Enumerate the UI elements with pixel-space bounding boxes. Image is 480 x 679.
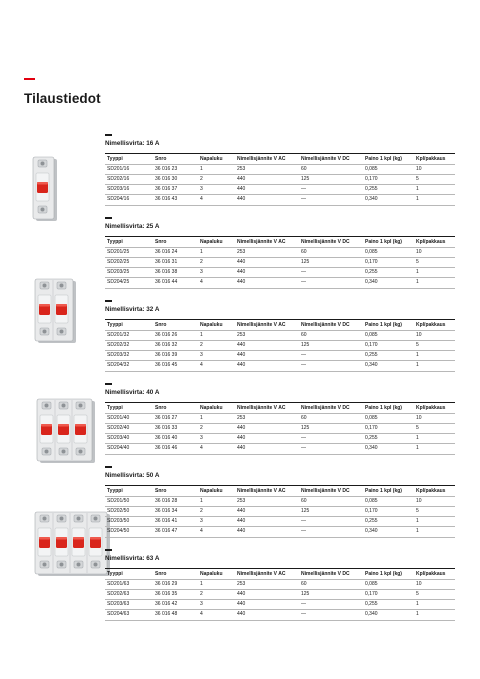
table-cell: 1 [414,185,455,195]
table-cell: 36 016 31 [153,257,198,267]
table-cell: 1 [414,444,455,454]
table-cell: 253 [235,164,299,174]
table-cell: 440 [235,517,299,527]
table-cell: 2 [198,257,235,267]
table-cell: SD202/32 [105,340,153,350]
section-dash [105,383,112,385]
table-row [105,361,455,371]
column-header: Nimellisjännite V DC [301,321,350,328]
column-header: Tyyppi [107,155,123,162]
table-cell: 440 [235,361,299,371]
table-cell: 4 [198,610,235,620]
table-cell: 125 [299,423,363,433]
table-cell: SD204/63 [105,610,153,620]
table-cell: 253 [235,247,299,257]
column-header: Kpl/pakkaus [416,404,446,411]
table-cell: 0,085 [363,413,414,423]
column-header: Napaluku [200,487,223,494]
table-cell: 440 [235,610,299,620]
switch-illustration [33,277,77,345]
table-cell: 2 [198,589,235,599]
table-cell: 0,170 [363,506,414,516]
table-cell: 1 [198,247,235,257]
section-title: Nimellisvirta: 16 A [105,139,160,147]
table-cell: SD201/32 [105,330,153,340]
section-title: Nimellisvirta: 32 A [105,305,160,313]
table-header-row [105,236,455,247]
table-cell: 36 016 23 [153,164,198,174]
table-row [105,527,455,537]
table-header-row [105,402,455,413]
table-row [105,247,455,257]
table-header-row [105,568,455,579]
table-cell: 440 [235,600,299,610]
column-header: Nimellisjännite V DC [301,487,350,494]
section-dash [105,134,112,136]
table-cell: 36 016 37 [153,185,198,195]
section-title: Nimellisvirta: 63 A [105,554,160,562]
column-header: Kpl/pakkaus [416,321,446,328]
table-cell: — [299,434,363,444]
column-header: Napaluku [200,238,223,245]
table-cell: 36 016 39 [153,351,198,361]
table-cell: 253 [235,579,299,589]
table-cell: SD203/25 [105,268,153,278]
table-cell: 0,170 [363,340,414,350]
table-cell: — [299,195,363,205]
column-header: Paino 1 kpl (kg) [365,570,402,577]
table-cell: — [299,444,363,454]
table-cell: 0,085 [363,330,414,340]
column-header: Tyyppi [107,238,123,245]
table-cell: 440 [235,185,299,195]
table-cell: — [299,517,363,527]
table-cell: 1 [414,517,455,527]
table-cell: SD202/63 [105,589,153,599]
column-header: Tyyppi [107,404,123,411]
table-row [105,434,455,444]
table-cell: 60 [299,413,363,423]
column-header: Nimellisjännite V AC [237,238,286,245]
table-row [105,423,455,433]
column-header: Kpl/pakkaus [416,155,446,162]
table-cell: 5 [414,257,455,267]
column-header: Kpl/pakkaus [416,487,446,494]
table-cell: 36 016 47 [153,527,198,537]
table-cell: SD203/32 [105,351,153,361]
table-cell: 36 016 28 [153,496,198,506]
table-cell: SD201/63 [105,579,153,589]
table-cell: 36 016 38 [153,268,198,278]
switch-illustration [35,397,96,465]
column-header: Napaluku [200,155,223,162]
table-cell: SD203/50 [105,517,153,527]
table-cell: — [299,600,363,610]
table-cell: SD204/16 [105,195,153,205]
table-cell: 125 [299,506,363,516]
table-cell: — [299,268,363,278]
table-cell: SD201/25 [105,247,153,257]
table-cell: SD204/50 [105,527,153,537]
column-header: Nimellisjännite V DC [301,570,350,577]
order-table [105,402,455,455]
table-cell: 3 [198,268,235,278]
table-row [105,268,455,278]
table-cell: — [299,361,363,371]
table-cell: — [299,351,363,361]
column-header: Tyyppi [107,321,123,328]
table-cell: 1 [414,600,455,610]
table-cell: 440 [235,340,299,350]
column-header: Nimellisjännite V DC [301,238,350,245]
column-header: Paino 1 kpl (kg) [365,238,402,245]
table-cell: SD201/40 [105,413,153,423]
order-table [105,485,455,538]
table-cell: 0,085 [363,247,414,257]
table-cell: — [299,185,363,195]
order-table [105,153,455,206]
table-cell: SD203/16 [105,185,153,195]
table-cell: 0,085 [363,579,414,589]
section-0 [105,134,455,206]
column-header: Snro [155,404,167,411]
section-dash [105,300,112,302]
column-header: Paino 1 kpl (kg) [365,404,402,411]
table-cell: 0,255 [363,185,414,195]
column-header: Paino 1 kpl (kg) [365,155,402,162]
column-header: Snro [155,487,167,494]
table-cell: 440 [235,257,299,267]
table-cell: 1 [414,527,455,537]
table-row [105,413,455,423]
table-cell: 253 [235,413,299,423]
column-header: Nimellisjännite V AC [237,570,286,577]
table-cell: 2 [198,423,235,433]
table-cell: 1 [414,195,455,205]
table-cell: 36 016 32 [153,340,198,350]
order-table [105,568,455,621]
table-cell: 60 [299,579,363,589]
table-cell: 60 [299,496,363,506]
table-cell: 2 [198,340,235,350]
table-cell: 0,255 [363,517,414,527]
column-header: Kpl/pakkaus [416,238,446,245]
column-header: Napaluku [200,404,223,411]
table-cell: 36 016 27 [153,413,198,423]
table-row [105,444,455,454]
table-cell: 1 [414,268,455,278]
table-cell: 36 016 34 [153,506,198,516]
table-cell: 0,170 [363,174,414,184]
column-header: Nimellisjännite V AC [237,321,286,328]
table-cell: 36 016 33 [153,423,198,433]
table-cell: 440 [235,589,299,599]
table-cell: 5 [414,423,455,433]
column-header: Tyyppi [107,487,123,494]
table-cell: 0,085 [363,496,414,506]
table-row [105,164,455,174]
table-cell: 2 [198,174,235,184]
column-header: Paino 1 kpl (kg) [365,321,402,328]
table-cell: 36 016 44 [153,278,198,288]
section-2 [105,300,455,372]
table-cell: 0,340 [363,361,414,371]
table-row [105,517,455,527]
table-row [105,278,455,288]
table-cell: 440 [235,444,299,454]
table-cell: 10 [414,579,455,589]
table-cell: SD204/25 [105,278,153,288]
table-cell: — [299,527,363,537]
table-cell: 440 [235,351,299,361]
table-cell: 1 [198,330,235,340]
table-cell: SD202/25 [105,257,153,267]
table-cell: 1 [414,434,455,444]
table-cell: 440 [235,506,299,516]
table-row [105,195,455,205]
table-row [105,506,455,516]
table-cell: 60 [299,247,363,257]
table-cell: 253 [235,496,299,506]
table-cell: 36 016 24 [153,247,198,257]
section-title: Nimellisvirta: 25 A [105,222,160,230]
table-cell: 3 [198,351,235,361]
page-title: Tilaustiedot [24,91,101,106]
column-header: Napaluku [200,570,223,577]
table-cell: 0,340 [363,527,414,537]
table-cell: — [299,278,363,288]
table-header-row [105,319,455,330]
section-1 [105,217,455,289]
table-cell: 253 [235,330,299,340]
table-cell: SD203/63 [105,600,153,610]
table-cell: 0,340 [363,195,414,205]
section-dash [105,466,112,468]
section-3 [105,383,455,455]
table-row [105,610,455,620]
table-cell: 440 [235,174,299,184]
switch-disconnector-1p-image [31,155,58,228]
table-cell: 0,255 [363,268,414,278]
table-cell: 10 [414,164,455,174]
table-cell: 1 [414,351,455,361]
table-cell: 440 [235,278,299,288]
table-cell: SD201/16 [105,164,153,174]
table-cell: 10 [414,330,455,340]
table-cell: 36 016 46 [153,444,198,454]
table-cell: SD204/40 [105,444,153,454]
column-header: Snro [155,238,167,245]
table-row [105,600,455,610]
section-5 [105,549,455,621]
table-cell: 4 [198,444,235,454]
table-cell: 4 [198,195,235,205]
table-cell: 1 [198,496,235,506]
table-cell: 440 [235,195,299,205]
table-cell: 10 [414,247,455,257]
table-cell: 1 [414,278,455,288]
column-header: Nimellisjännite V DC [301,155,350,162]
table-cell: 36 016 35 [153,589,198,599]
table-cell: 5 [414,589,455,599]
table-row [105,174,455,184]
table-cell: 3 [198,517,235,527]
table-cell: 36 016 43 [153,195,198,205]
table-cell: 1 [414,610,455,620]
table-cell: SD204/32 [105,361,153,371]
column-header: Kpl/pakkaus [416,570,446,577]
table-header-row [105,485,455,496]
table-cell: 1 [414,361,455,371]
table-cell: 36 016 45 [153,361,198,371]
table-cell: 4 [198,361,235,371]
table-cell: 0,255 [363,600,414,610]
switch-illustration [31,155,58,223]
column-header: Nimellisjännite V AC [237,404,286,411]
section-4 [105,466,455,538]
section-title: Nimellisvirta: 40 A [105,388,160,396]
table-cell: 5 [414,340,455,350]
table-cell: 36 016 26 [153,330,198,340]
table-cell: 5 [414,174,455,184]
table-cell: 36 016 48 [153,610,198,620]
table-cell: 2 [198,506,235,516]
table-cell: 4 [198,527,235,537]
table-cell: 36 016 41 [153,517,198,527]
table-cell: 10 [414,496,455,506]
table-cell: SD202/50 [105,506,153,516]
table-cell: 440 [235,527,299,537]
table-row [105,496,455,506]
table-cell: 5 [414,506,455,516]
column-header: Snro [155,321,167,328]
column-header: Nimellisjännite V DC [301,404,350,411]
table-cell: 0,170 [363,257,414,267]
table-cell: SD203/40 [105,434,153,444]
table-row [105,185,455,195]
table-cell: 3 [198,434,235,444]
switch-disconnector-3p-image [35,397,96,470]
table-cell: 0,255 [363,351,414,361]
table-cell: 10 [414,413,455,423]
column-header: Snro [155,570,167,577]
table-cell: 60 [299,164,363,174]
table-cell: 0,170 [363,423,414,433]
order-table [105,319,455,372]
table-cell: 0,340 [363,610,414,620]
table-cell: SD201/50 [105,496,153,506]
table-cell: 0,255 [363,434,414,444]
table-cell: 440 [235,268,299,278]
table-cell: 0,340 [363,278,414,288]
table-cell: 125 [299,174,363,184]
table-row [105,589,455,599]
table-header-row [105,153,455,164]
table-cell: 36 016 42 [153,600,198,610]
accent-bar [24,78,35,80]
column-header: Snro [155,155,167,162]
switch-disconnector-4p-image [33,510,111,583]
table-cell: 36 016 30 [153,174,198,184]
section-dash [105,217,112,219]
table-cell: 0,085 [363,164,414,174]
table-cell: SD202/16 [105,174,153,184]
table-cell: 3 [198,600,235,610]
table-cell: 0,340 [363,444,414,454]
table-cell: 1 [198,579,235,589]
table-cell: 4 [198,278,235,288]
table-cell: 125 [299,257,363,267]
section-title: Nimellisvirta: 50 A [105,471,160,479]
table-cell: 36 016 40 [153,434,198,444]
order-table [105,236,455,289]
table-cell: 125 [299,340,363,350]
section-dash [105,549,112,551]
table-row [105,257,455,267]
table-cell: 36 016 29 [153,579,198,589]
table-cell: — [299,610,363,620]
column-header: Nimellisjännite V AC [237,155,286,162]
column-header: Tyyppi [107,570,123,577]
switch-disconnector-2p-image [33,277,77,350]
table-cell: 125 [299,589,363,599]
column-header: Napaluku [200,321,223,328]
table-cell: 60 [299,330,363,340]
table-cell: 440 [235,423,299,433]
table-cell: 3 [198,185,235,195]
table-row [105,330,455,340]
table-row [105,351,455,361]
column-header: Paino 1 kpl (kg) [365,487,402,494]
table-cell: 1 [198,413,235,423]
table-cell: SD202/40 [105,423,153,433]
table-row [105,579,455,589]
column-header: Nimellisjännite V AC [237,487,286,494]
table-cell: 0,170 [363,589,414,599]
table-row [105,340,455,350]
switch-illustration [33,510,111,578]
table-cell: 1 [198,164,235,174]
table-cell: 440 [235,434,299,444]
